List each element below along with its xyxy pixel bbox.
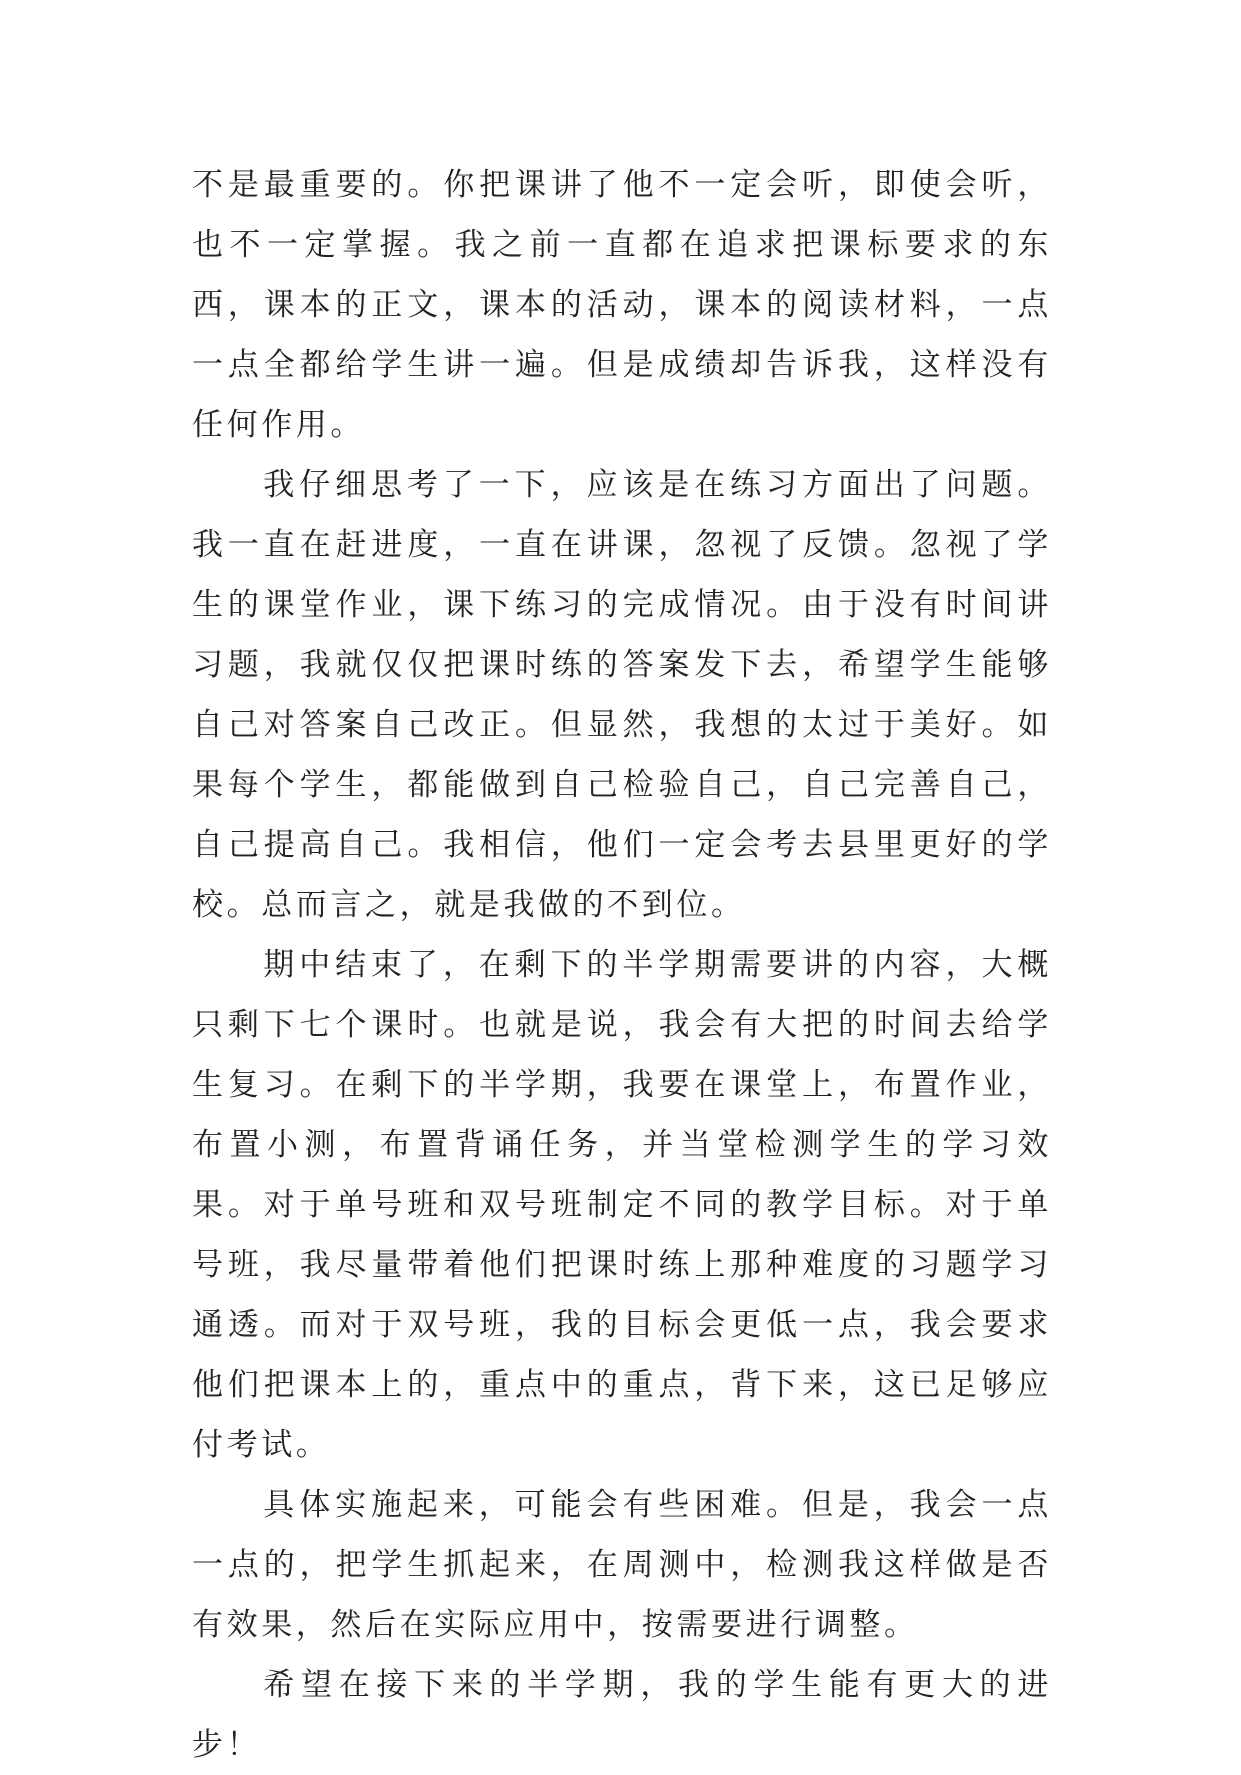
paragraph-2: 我仔细思考了一下，应该是在练习方面出了问题。我一直在赶进度，一直在讲课，忽视了反馈。忽视了学生的课堂作业，课下练习的完成情况。由于没有时间讲习题，我就仅仅把课时练的答案发下去，希望学生能够自己对答案自己改正。但显然，我想的太过于美好。如果每个学生，都能做到自己检验自己，自己完善自己，自己提高自己。我相信，他们一定会考去县里更好的学校。总而言之，就是我做的不到位。 [192, 467, 1052, 923]
paragraph-3: 期中结束了，在剩下的半学期需要讲的内容，大概只剩下七个课时。也就是说，我会有大把的时间去给学生复习。在剩下的半学期，我要在课堂上，布置作业，布置小测，布置背诵任务，并当堂检测学生的学习效果。对于单号班和双号班制定不同的教学目标。对于单号班，我尽量带着他们把课时练上那种难度的习题学习通透。而对于双号班，我的目标会更低一点，我会要求他们把课本上的，重点中的重点，背下来，这已足够应付考试。 [192, 947, 1052, 1463]
paragraph-4: 具体实施起来，可能会有些困难。但是，我会一点一点的，把学生抓起来，在周测中，检测我这样做是否有效果，然后在实际应用中，按需要进行调整。 [192, 1487, 1052, 1643]
paragraph-1: 不是最重要的。你把课讲了他不一定会听，即使会听，也不一定掌握。我之前一直都在追求把课标要求的东西，课本的正文，课本的活动，课本的阅读材料，一点一点全都给学生讲一遍。但是成绩却告诉我，这样没有任何作用。 [192, 167, 1052, 443]
body-text [192, 155, 1052, 1775]
paragraph-5: 希望在接下来的半学期，我的学生能有更大的进步！ [192, 1667, 1052, 1763]
